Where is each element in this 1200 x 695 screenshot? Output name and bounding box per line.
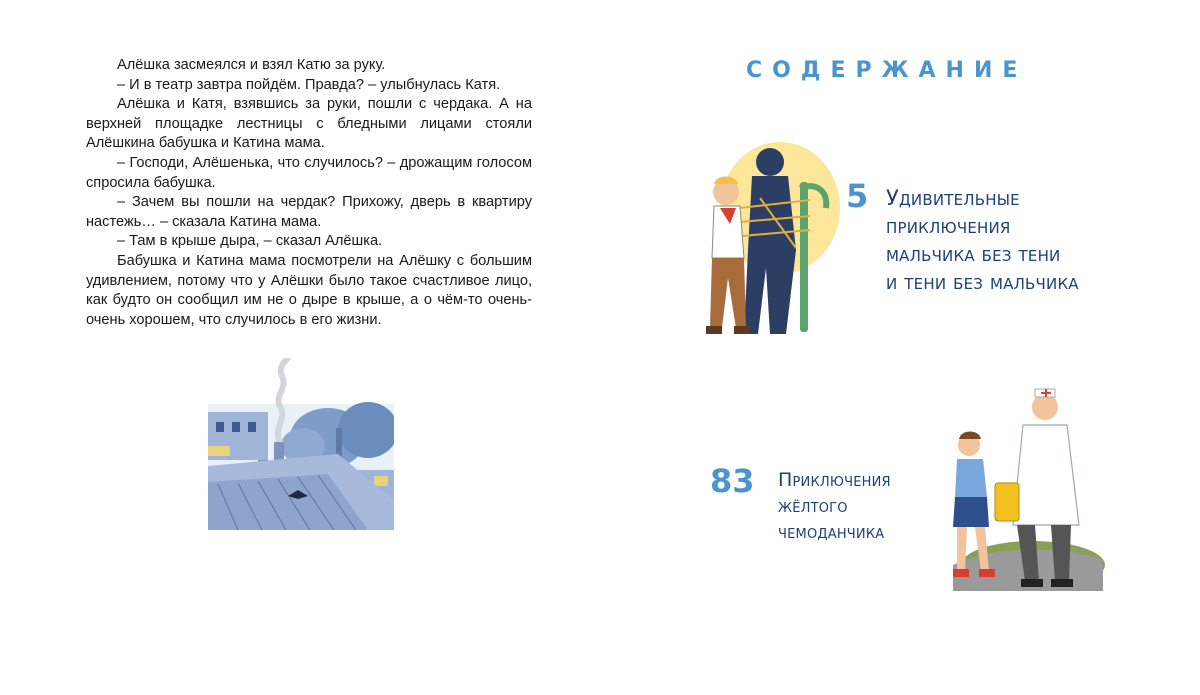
toc-page-number: 83 [710, 462, 755, 500]
toc-entry-line: мальчика без тени [886, 242, 1061, 266]
toc-page-number: 5 [846, 177, 869, 215]
toc-entry-line: и тени без мальчика [886, 270, 1079, 294]
doctor-and-boy-illustration [943, 385, 1105, 591]
toc-entry-line: приключения [886, 214, 1011, 238]
paragraph: – Зачем вы пошли на чердак? Прихожу, дверь в квартиру настежь… – сказала Катина мама. [86, 194, 532, 230]
toc-entry-line: Удивительные [886, 186, 1020, 210]
paragraph: – Там в крыше дыра, – сказал Алёшка. [117, 233, 383, 250]
paragraph: Алёшка засмеялся и взял Катю за руку. [117, 57, 386, 73]
boy-and-shadow-illustration [700, 138, 845, 343]
story-text [86, 56, 532, 330]
toc-entry-title[interactable] [886, 184, 1079, 296]
paragraph: Алёшка и Катя, взявшись за руки, пошли с чердака. А на верхней площадке лестницы с бледными лицами стояли Алёшкина бабушка и Катина мама. [86, 96, 532, 152]
toc-entry-line: чемоданчика [778, 521, 885, 543]
contents-heading: СОДЕРЖАНИЕ [746, 58, 1028, 83]
paragraph: – И в театр завтра пойдём. Правда? – улыбнулась Катя. [117, 76, 501, 93]
toc-entry-title[interactable] [778, 467, 891, 545]
toc-entry-line: Приключения [778, 469, 891, 491]
paragraph: Бабушка и Катина мама посмотрели на Алёшку с большим удивлением, потому что у Алёшки было такое счастливое лицо, как будто он сообщил им не о дыре в крыше, а о чём-то очень-очень хорошем, что случилось в его жизни. [86, 252, 532, 328]
paragraph: – Господи, Алёшенька, что случилось? – дрожащим голосом спросила бабушка. [86, 154, 532, 191]
toc-entry-line: жёлтого [778, 495, 848, 517]
rooftops-illustration [208, 358, 394, 530]
